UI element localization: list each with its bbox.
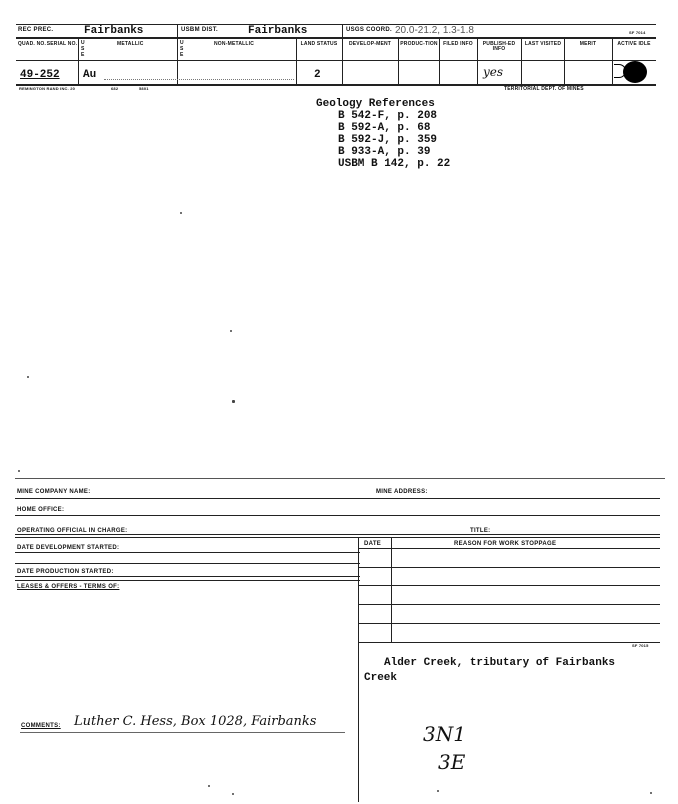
geology-references-heading: Geology References — [316, 98, 435, 110]
divider — [342, 24, 343, 37]
column-header-non-metallic: NON-METALLIC — [214, 41, 255, 47]
published-info-value: yes — [483, 65, 504, 79]
title-label: TITLE: — [470, 528, 491, 534]
divider — [20, 732, 345, 733]
divider — [612, 37, 613, 84]
home-office-label: HOME OFFICE: — [17, 507, 65, 513]
column-header-use: U S E — [81, 40, 85, 58]
column-header-serial: SERIAL NO. — [46, 41, 78, 47]
divider — [398, 37, 399, 84]
divider — [15, 563, 360, 564]
reference-item: B 933-A, p. 39 — [338, 146, 431, 158]
serial-value: 49-252 — [20, 69, 60, 81]
usgs-coord-value: 20.0-21.2, 1.3-1.8 — [395, 25, 474, 36]
divider — [15, 552, 360, 553]
operating-official-label: OPERATING OFFICIAL IN CHARGE: — [17, 528, 128, 534]
land-status-value: 2 — [314, 69, 321, 81]
column-header-active-idle: ACTIVE IDLE — [617, 41, 651, 47]
divider — [342, 37, 343, 84]
divider — [439, 37, 440, 84]
divider — [15, 580, 360, 581]
fill-line — [104, 79, 294, 80]
metallic-value: Au — [83, 69, 97, 81]
column-header-use: U S E — [180, 40, 184, 58]
column-header-filed-info: FILED INFO — [443, 41, 473, 47]
scan-speck — [232, 400, 235, 403]
scan-speck — [27, 376, 29, 378]
form-code: SF 7015 — [632, 643, 649, 648]
reference-item: USBM B 142, p. 22 — [338, 158, 451, 170]
active-punch-mark — [623, 61, 647, 83]
usbm-dist-value: Fairbanks — [248, 25, 308, 37]
scan-speck — [18, 470, 20, 472]
divider — [15, 537, 660, 538]
geology-references — [316, 98, 450, 170]
scan-speck — [232, 793, 234, 795]
divider — [564, 37, 565, 84]
divider — [15, 498, 660, 499]
date-development-label: DATE DEVELOPMENT STARTED: — [17, 545, 120, 551]
rec-prec-value: Fairbanks — [84, 25, 144, 37]
divider — [78, 37, 79, 84]
usgs-coord-label: USGS COORD. — [346, 27, 392, 33]
printer-code: 5801 — [139, 86, 149, 91]
divider — [15, 478, 665, 479]
date-column-label: DATE — [364, 541, 382, 547]
reason-column-label: REASON FOR WORK STOPPAGE — [454, 541, 557, 547]
divider — [521, 37, 522, 84]
divider — [358, 548, 660, 549]
divider — [16, 37, 656, 39]
column-header-land-status: LAND STATUS — [300, 41, 338, 47]
reference-item: B 592-J, p. 359 — [338, 134, 438, 146]
scan-speck — [180, 212, 182, 214]
mine-company-name-label: MINE COMPANY NAME: — [17, 489, 91, 495]
divider — [15, 576, 360, 577]
date-production-label: DATE PRODUCTION STARTED: — [17, 569, 114, 575]
divider — [16, 60, 656, 61]
divider — [177, 24, 178, 37]
column-header-last-visited: LAST VISITED — [524, 41, 562, 47]
leases-label: LEASES & OFFERS - TERMS OF: — [17, 584, 120, 590]
usbm-dist-label: USBM DIST. — [181, 27, 219, 33]
divider — [358, 567, 660, 568]
rec-prec-label: REC PREC. — [18, 27, 54, 33]
divider — [391, 537, 392, 642]
handwritten-location: 3N1 — [423, 722, 466, 746]
divider — [477, 37, 478, 84]
divider — [15, 534, 660, 535]
comments-label: COMMENTS: — [21, 723, 61, 729]
scan-speck — [437, 790, 439, 792]
handwritten-location: 3E — [438, 750, 466, 774]
divider — [296, 37, 297, 84]
divider — [358, 623, 660, 624]
column-header-metallic: METALLIC — [117, 41, 144, 47]
divider — [358, 585, 660, 586]
divider — [358, 537, 359, 802]
printer-imprint: REMINGTON RAND INC. 20 — [19, 86, 76, 91]
printer-code: 682 — [111, 86, 119, 91]
mine-address-label: MINE ADDRESS: — [376, 489, 428, 495]
scan-speck — [230, 330, 232, 332]
reference-item: B 542-F, p. 208 — [338, 110, 438, 122]
divider — [177, 37, 178, 84]
column-header-merit: MERIT — [579, 41, 597, 47]
comments-value: Luther C. Hess, Box 1028, Fairbanks — [74, 714, 317, 729]
location-note: Alder Creek, tributary of Fairbanks Creek — [364, 657, 616, 684]
agency-footer: TERRITORIAL DEPT. OF MINES — [504, 86, 584, 92]
reference-item: B 592-A, p. 68 — [338, 122, 431, 134]
divider — [15, 515, 660, 516]
column-header-published-info: PUBLISH-ED INFO — [482, 41, 516, 52]
scan-speck — [650, 792, 652, 794]
column-header-development: DEVELOP-MENT — [348, 41, 392, 47]
form-code: SF 7014 — [629, 30, 646, 35]
column-header-quad: QUAD. NO. — [17, 41, 47, 47]
divider — [358, 642, 660, 643]
scan-speck — [208, 785, 210, 787]
divider — [358, 604, 660, 605]
column-header-production: PRODUC-TION — [400, 41, 438, 47]
